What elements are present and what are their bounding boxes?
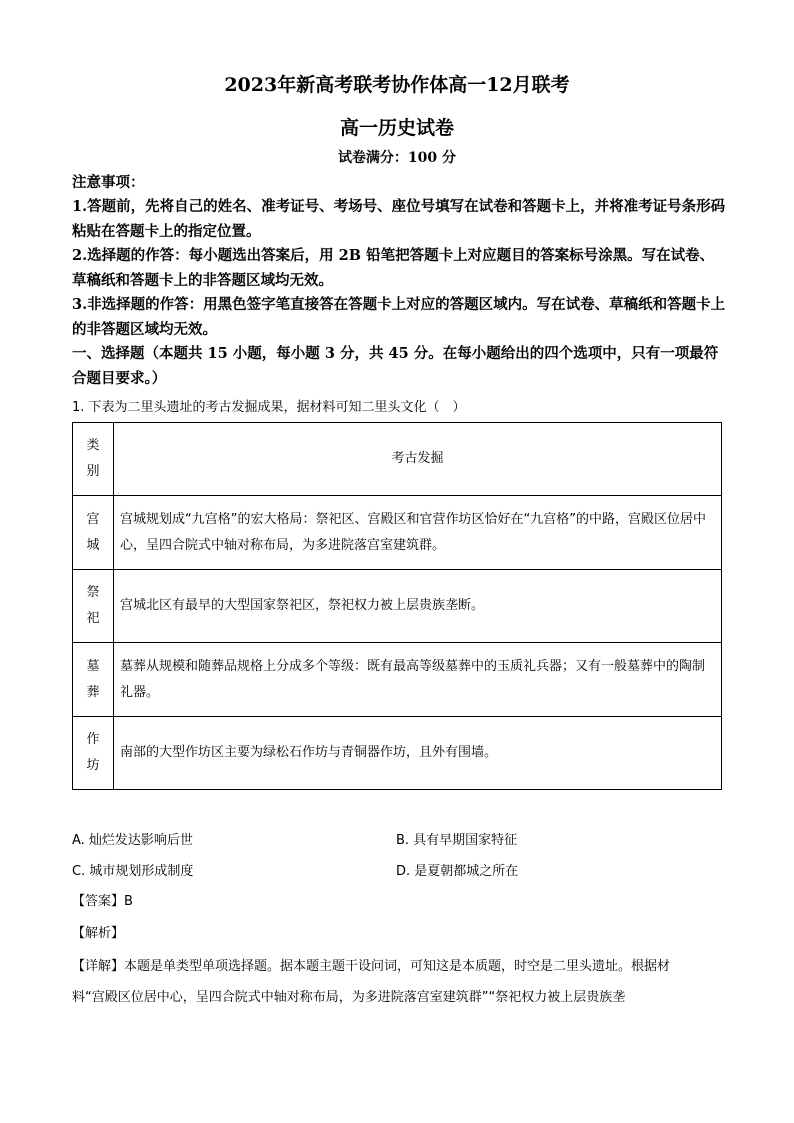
table-row [73, 570, 722, 643]
detail-text-line-2: 料“宫殿区位居中心，呈四合院式中轴对称布局，为多进院落宫室建筑群”“祭祀权力被上层贵族垄 [72, 990, 626, 1005]
section-heading: 一、选择题（本题共 15 小题，每小题 3 分，共 45 分。在每小题给出的四个选项中，只有一项最符合题目要求。） [72, 345, 719, 387]
table-header-category: 类 别 [73, 423, 114, 496]
table-row-description: 宫城规划成“九宫格”的宏大格局：祭祀区、宫殿区和官营作坊区恰好在“九宫格”的中路，宫殿区位居中心，呈四合院式中轴对称布局，为多进院落宫室建筑群。 [114, 496, 722, 570]
table-row [73, 717, 722, 790]
option-c: C. 城市规划形成制度 [72, 864, 194, 879]
table-row-description: 宫城北区有最早的大型国家祭祀区，祭祀权力被上层贵族垄断。 [114, 570, 722, 643]
answer-label: 【答案】B [72, 894, 133, 909]
full-score: 试卷满分：100 分 [337, 150, 457, 166]
exam-title: 2023年新高考联考协作体高一12月联考 [224, 74, 570, 96]
notice-item-3: 3.非选择题的作答：用黑色签字笔直接答在答题卡上对应的答题区域内。写在试卷、草稿纸和答题卡上的非答题区域均无效。 [72, 296, 726, 338]
notice-item-1: 1.答题前，先将自己的姓名、准考证号、考场号、座位号填写在试卷和答题卡上，并将准考证号条形码粘贴在答题卡上的指定位置。 [72, 198, 726, 240]
option-d: D. 是夏朝都城之所在 [396, 864, 519, 879]
table-row-category: 作 坊 [73, 717, 114, 790]
exam-subtitle: 高一历史试卷 [339, 117, 454, 139]
question-stem: 1. 下表为二里头遗址的考古发掘成果，据材料可知二里头文化（ ） [72, 400, 466, 415]
option-b: B. 具有早期国家特征 [396, 833, 518, 848]
detail-text-line-1: 【详解】本题是单类型单项选择题。据本题主题干设问词，可知这是本质题，时空是二里头遗址。根据材 [72, 959, 671, 974]
table-header-description: 考古发掘 [114, 423, 722, 496]
table-row [73, 643, 722, 717]
table-row-category: 祭 祀 [73, 570, 114, 643]
table-row [73, 496, 722, 570]
option-a: A. 灿烂发达影响后世 [72, 833, 193, 848]
analysis-label: 【解析】 [72, 926, 125, 941]
table-row-category: 宫 城 [73, 496, 114, 570]
table-row-category: 墓 葬 [73, 643, 114, 717]
notice-item-2: 2.选择题的作答：每小题选出答案后，用 2B 铅笔把答题卡上对应题目的答案标号涂黑。写在试卷、草稿纸和答题卡上的非答题区域均无效。 [72, 247, 715, 289]
archaeology-table [72, 422, 722, 790]
table-row-description: 墓葬从规模和随葬品规格上分成多个等级：既有最高等级墓葬中的玉质礼兵器；又有一般墓葬中的陶制礼器。 [114, 643, 722, 717]
table-header-row [73, 423, 722, 496]
notice-heading: 注意事项： [72, 174, 145, 191]
table-row-description: 南部的大型作坊区主要为绿松石作坊与青铜器作坊，且外有围墙。 [114, 717, 722, 790]
